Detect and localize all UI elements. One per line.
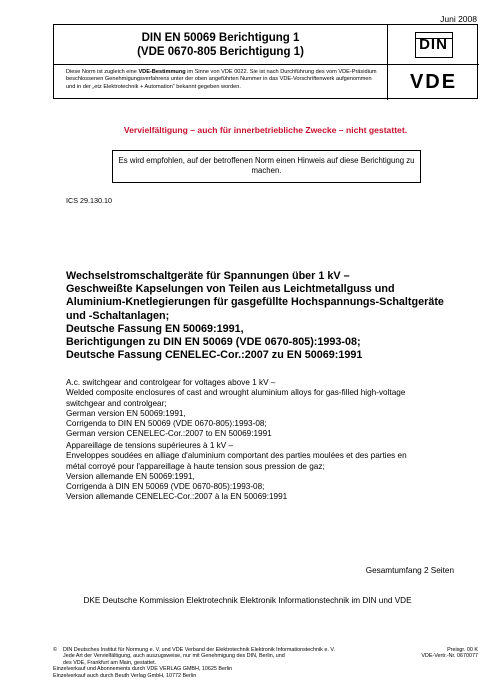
title-german-line: Deutsche Fassung CENELEC-Cor.:2007 zu EN 50069:1991 bbox=[66, 349, 363, 362]
vde-note-pre: Diese Norm ist zugleich eine bbox=[66, 69, 139, 75]
publication-date: Juni 2008 bbox=[440, 14, 477, 24]
title-german-line: Berichtigungen zu DIN EN 50069 (VDE 0670-805):1993-08; bbox=[66, 336, 361, 349]
title-german-line: und -Schaltanlagen; bbox=[66, 309, 170, 322]
vde-number: (VDE 0670-805 Berichtigung 1) bbox=[137, 46, 304, 58]
footer-line: Einzelverkauf auch durch Beuth Verlag GmbH, 10772 Berlin bbox=[53, 672, 197, 679]
title-french-line: Corrigenda à DIN EN 50069 (VDE 0670-805):1993-08; bbox=[66, 482, 265, 492]
total-pages: Gesamtumfang 2 Seiten bbox=[365, 566, 454, 575]
title-french-line: Appareillage de tensions supérieures à 1 kV – bbox=[66, 441, 234, 450]
title-english-line: switchgear and controlgear; bbox=[66, 398, 167, 408]
title-french-line: métal corroyé pour l'appareillage à haute tension sous pression de gaz; bbox=[66, 461, 325, 471]
footer-price-block bbox=[421, 647, 478, 660]
document-title-block bbox=[54, 25, 388, 65]
vde-logo-cell bbox=[388, 65, 479, 100]
footer-line: des VDE, Frankfurt am Main, gestattet. bbox=[63, 659, 157, 666]
ics-code: ICS 29.130.10 bbox=[66, 196, 112, 205]
title-french-line: Version allemande EN 50069:1991, bbox=[66, 471, 195, 481]
title-german-line: Aluminium-Knetlegierungen für gasgefüllte Hochspannungs-Schaltgeräte bbox=[66, 296, 444, 309]
recommendation-notice: Es wird empfohlen, auf der betroffenen Norm einen Hinweis auf diese Berichtigung zu machen. bbox=[112, 150, 421, 183]
title-german-line: Geschweißte Kapselungen von Teilen aus Leichtmetallguss und bbox=[66, 283, 395, 296]
title-german-line: Wechselstromschaltgeräte für Spannungen über 1 kV – bbox=[66, 270, 350, 282]
footer-copyright-block bbox=[53, 647, 398, 679]
title-german bbox=[66, 270, 466, 362]
copyright-icon: © bbox=[53, 647, 57, 653]
title-english-line: Welded composite enclosures of cast and wrought aluminium alloys for gas-filled high-voltage bbox=[66, 388, 406, 398]
title-english-line: A.c. switchgear and controlgear for voltages above 1 kV – bbox=[66, 378, 276, 387]
footer-copyright-text: DIN Deutsches Institut für Normung e. V. und VDE Verband der Elektrotechnik Elektronik Informationstechnik e. V. bbox=[63, 647, 335, 653]
reproduction-warning: Vervielfältigung – auch für innerbetriebliche Zwecke – nicht gestattet. bbox=[123, 125, 408, 135]
vde-contract-number: VDE-Vertr.-Nr. 0670077 bbox=[421, 653, 478, 660]
document-header bbox=[53, 24, 478, 99]
vde-note bbox=[54, 65, 388, 100]
title-english-line: Corrigenda to DIN EN 50069 (VDE 0670-805):1993-08; bbox=[66, 419, 267, 429]
din-logo-text: DIN bbox=[419, 36, 448, 53]
price-group: Preisgr. 00 K bbox=[447, 647, 478, 653]
title-french-line: Enveloppes soudées en alliage d'aluminium comportant des parties moulées et des parties en bbox=[66, 451, 407, 461]
din-logo bbox=[415, 32, 453, 58]
title-french-line: Version allemande CENELEC-Cor.:2007 à la EN 50069:1991 bbox=[66, 492, 288, 502]
title-french bbox=[66, 441, 466, 503]
vde-note-bold: VDE-Bestimmung bbox=[138, 69, 186, 75]
vde-logo: VDE bbox=[409, 71, 458, 93]
title-english-line: German version EN 50069:1991, bbox=[66, 408, 186, 418]
title-english-line: German version CENELEC-Cor.:2007 to EN 50069:1991 bbox=[66, 429, 272, 439]
title-english bbox=[66, 378, 466, 440]
footer-line: Einzelverkauf und Abonnements durch VDE VERLAG GMBH, 10625 Berlin bbox=[53, 666, 233, 673]
vde-note-post: im Sinne von VDE 0022. Sie ist nach Durchführung des vom VDE-Präsidium beschlossenen Genehmigungsverfahrens unter der oben angeführten Nummer in das VDE-Vorschriftenwerk aufgenommen und in der „etz Elektrotechnik + Automation“ bekannt gegeben worden. bbox=[66, 69, 377, 90]
din-logo-cell bbox=[388, 25, 479, 65]
document-number: DIN EN 50069 Berichtigung 1 bbox=[141, 32, 300, 44]
title-german-line: Deutsche Fassung EN 50069:1991, bbox=[66, 322, 244, 335]
footer-line: Jede Art der Vervielfältigung, auch auszugsweise, nur mit Genehmigung des DIN, Berlin, und bbox=[63, 653, 285, 660]
dke-line: DKE Deutsche Kommission Elektrotechnik Elektronik Informationstechnik im DIN und VDE bbox=[83, 596, 412, 605]
